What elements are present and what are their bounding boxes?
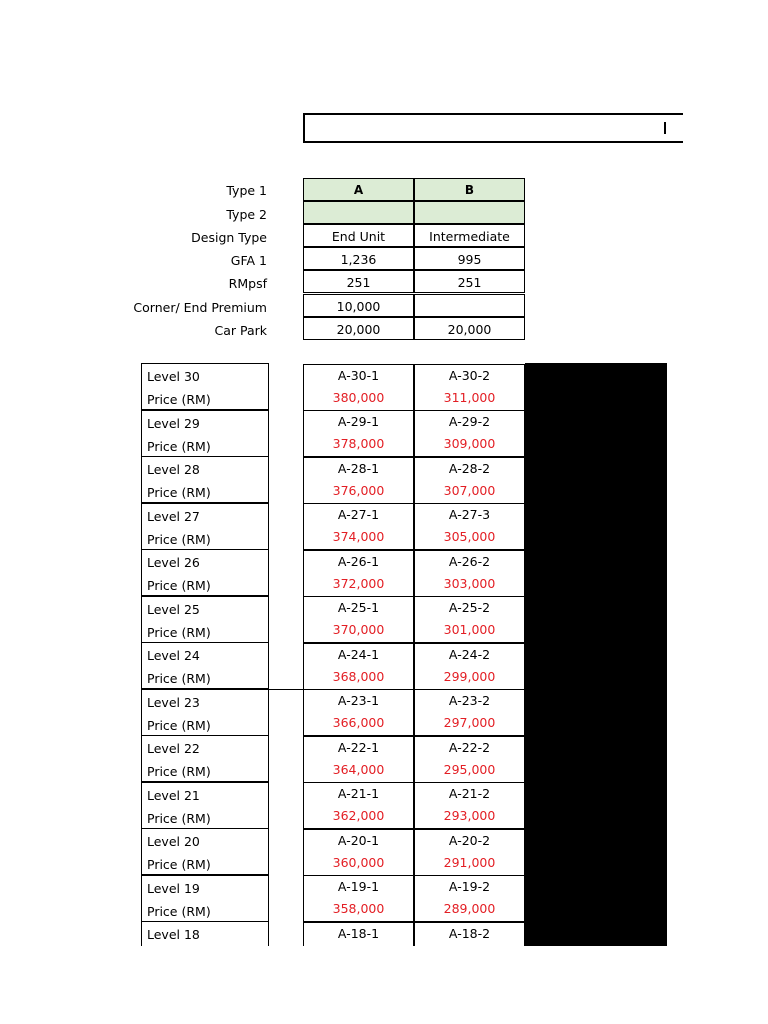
col-b-car-park[interactable]: 20,000 <box>414 317 525 340</box>
unit-code: A-30-1 <box>337 368 380 383</box>
label-corner-premium: Corner/ End Premium <box>133 300 267 315</box>
page-bottom-margin <box>0 946 768 1024</box>
unit-price: 295,000 <box>443 762 496 777</box>
unit-code: A-27-3 <box>448 507 491 522</box>
label-rmpsf: RMpsf <box>228 276 267 291</box>
unit-price: 301,000 <box>443 622 496 637</box>
label-car-park: Car Park <box>214 323 267 338</box>
price-label: Price (RM) <box>147 904 211 919</box>
unit-price: 358,000 <box>332 901 385 916</box>
unit-code: A-25-1 <box>337 600 380 615</box>
label-design-type: Design Type <box>191 230 267 245</box>
unit-code: A-18-2 <box>448 926 491 941</box>
unit-cell-b[interactable] <box>414 875 525 922</box>
level-label: Level 26 <box>147 555 200 570</box>
unit-code: A-26-2 <box>448 554 491 569</box>
unit-price: 362,000 <box>332 808 385 823</box>
col-b-gfa[interactable]: 995 <box>414 247 525 270</box>
title-cell-marker <box>664 122 666 134</box>
unit-price: 305,000 <box>443 529 496 544</box>
unit-code: A-30-2 <box>448 368 491 383</box>
unit-cell-a[interactable] <box>303 782 414 829</box>
level-label-row <box>141 456 269 503</box>
unit-code: A-19-1 <box>337 879 380 894</box>
level-label: Level 18 <box>147 927 200 942</box>
price-label: Price (RM) <box>147 485 211 500</box>
unit-price: 364,000 <box>332 762 385 777</box>
unit-code: A-22-2 <box>448 740 491 755</box>
unit-price: 293,000 <box>443 808 496 823</box>
unit-code: A-26-1 <box>337 554 380 569</box>
unit-code: A-20-1 <box>337 833 380 848</box>
level-label: Level 27 <box>147 509 200 524</box>
level-label: Level 25 <box>147 602 200 617</box>
unit-cell-a[interactable] <box>303 550 414 597</box>
unit-cell-b[interactable] <box>414 643 525 690</box>
unit-cell-b[interactable] <box>414 782 525 829</box>
level-label: Level 28 <box>147 462 200 477</box>
unit-code: A-29-1 <box>337 414 380 429</box>
unit-cell-a[interactable] <box>303 457 414 504</box>
price-label: Price (RM) <box>147 671 211 686</box>
col-a-type1[interactable]: A <box>303 178 414 201</box>
unit-cell-a[interactable] <box>303 875 414 922</box>
unit-price: 372,000 <box>332 576 385 591</box>
level-label: Level 23 <box>147 695 200 710</box>
level-label-row <box>141 689 269 736</box>
unit-price: 366,000 <box>332 715 385 730</box>
unit-code: A-23-1 <box>337 693 380 708</box>
level-label-row <box>141 828 269 875</box>
unit-code: A-19-2 <box>448 879 491 894</box>
level-label-row <box>141 549 269 596</box>
unit-price: 378,000 <box>332 436 385 451</box>
col-a-design-type[interactable]: End Unit <box>303 224 414 247</box>
unit-cell-a[interactable] <box>303 736 414 783</box>
unit-cell-a[interactable] <box>303 503 414 550</box>
unit-cell-b[interactable] <box>414 596 525 643</box>
unit-code: A-22-1 <box>337 740 380 755</box>
unit-price: 376,000 <box>332 483 385 498</box>
unit-price: 370,000 <box>332 622 385 637</box>
price-label: Price (RM) <box>147 764 211 779</box>
unit-cell-b[interactable] <box>414 503 525 550</box>
unit-price: 289,000 <box>443 901 496 916</box>
level-label-row <box>141 410 269 457</box>
unit-cell-a[interactable] <box>303 829 414 876</box>
unit-cell-b[interactable] <box>414 736 525 783</box>
price-label: Price (RM) <box>147 392 211 407</box>
label-gfa: GFA 1 <box>230 253 267 268</box>
level-label-row <box>141 735 269 782</box>
unit-price: 297,000 <box>443 715 496 730</box>
col-b-type1[interactable]: B <box>414 178 525 201</box>
unit-price: 303,000 <box>443 576 496 591</box>
unit-cell-b[interactable] <box>414 410 525 457</box>
col-a-corner-premium[interactable]: 10,000 <box>303 294 414 317</box>
unit-cell-a[interactable] <box>303 689 414 736</box>
level-label: Level 19 <box>147 881 200 896</box>
col-a-rmpsf[interactable]: 251 <box>303 270 414 293</box>
price-label: Price (RM) <box>147 718 211 733</box>
level-label-row <box>141 596 269 643</box>
col-b-rmpsf[interactable]: 251 <box>414 270 525 293</box>
unit-price: 368,000 <box>332 669 385 684</box>
level-label-row <box>141 782 269 829</box>
level-label-row <box>141 363 269 410</box>
unit-price: 307,000 <box>443 483 496 498</box>
title-box <box>303 113 683 143</box>
unit-code: A-24-2 <box>448 647 491 662</box>
level-label: Level 29 <box>147 416 200 431</box>
unit-cell-a[interactable] <box>303 643 414 690</box>
price-label: Price (RM) <box>147 857 211 872</box>
unit-price: 309,000 <box>443 436 496 451</box>
unit-price: 291,000 <box>443 855 496 870</box>
unit-code: A-21-1 <box>337 786 380 801</box>
unit-cell-b[interactable] <box>414 689 525 736</box>
unit-cell-a[interactable] <box>303 596 414 643</box>
level-label-row <box>141 503 269 550</box>
unit-cell-b[interactable] <box>414 829 525 876</box>
col-a-type2[interactable] <box>303 201 414 224</box>
label-type1: Type 1 <box>226 183 267 198</box>
price-label: Price (RM) <box>147 625 211 640</box>
unit-cell-b[interactable] <box>414 457 525 504</box>
col-b-corner-premium[interactable] <box>414 294 525 317</box>
level-label: Level 30 <box>147 369 200 384</box>
unit-code: A-27-1 <box>337 507 380 522</box>
unit-price: 374,000 <box>332 529 385 544</box>
unit-code: A-28-1 <box>337 461 380 476</box>
col-b-type2[interactable] <box>414 201 525 224</box>
level-label: Level 22 <box>147 741 200 756</box>
level-label-row <box>141 642 269 689</box>
col-a-gfa[interactable]: 1,236 <box>303 247 414 270</box>
unit-price: 380,000 <box>332 390 385 405</box>
col-a-car-park[interactable]: 20,000 <box>303 317 414 340</box>
unit-code: A-18-1 <box>337 926 380 941</box>
unit-cell-a[interactable] <box>303 364 414 411</box>
unit-price: 311,000 <box>443 390 496 405</box>
unit-cell-a[interactable] <box>303 410 414 457</box>
level-label: Level 24 <box>147 648 200 663</box>
unit-price: 360,000 <box>332 855 385 870</box>
level-label-row <box>141 875 269 922</box>
label-type2: Type 2 <box>226 207 267 222</box>
price-label: Price (RM) <box>147 439 211 454</box>
unit-code: A-29-2 <box>448 414 491 429</box>
unit-cell-b[interactable] <box>414 364 525 411</box>
price-label: Price (RM) <box>147 532 211 547</box>
unit-code: A-21-2 <box>448 786 491 801</box>
redacted-block <box>525 363 667 946</box>
unit-price: 299,000 <box>443 669 496 684</box>
divider-line <box>269 689 304 690</box>
unit-code: A-25-2 <box>448 600 491 615</box>
unit-code: A-20-2 <box>448 833 491 848</box>
level-label: Level 20 <box>147 834 200 849</box>
col-b-design-type[interactable]: Intermediate <box>414 224 525 247</box>
unit-code: A-24-1 <box>337 647 380 662</box>
unit-code: A-23-2 <box>448 693 491 708</box>
price-label: Price (RM) <box>147 578 211 593</box>
price-label: Price (RM) <box>147 811 211 826</box>
level-label: Level 21 <box>147 788 200 803</box>
unit-cell-b[interactable] <box>414 550 525 597</box>
unit-code: A-28-2 <box>448 461 491 476</box>
